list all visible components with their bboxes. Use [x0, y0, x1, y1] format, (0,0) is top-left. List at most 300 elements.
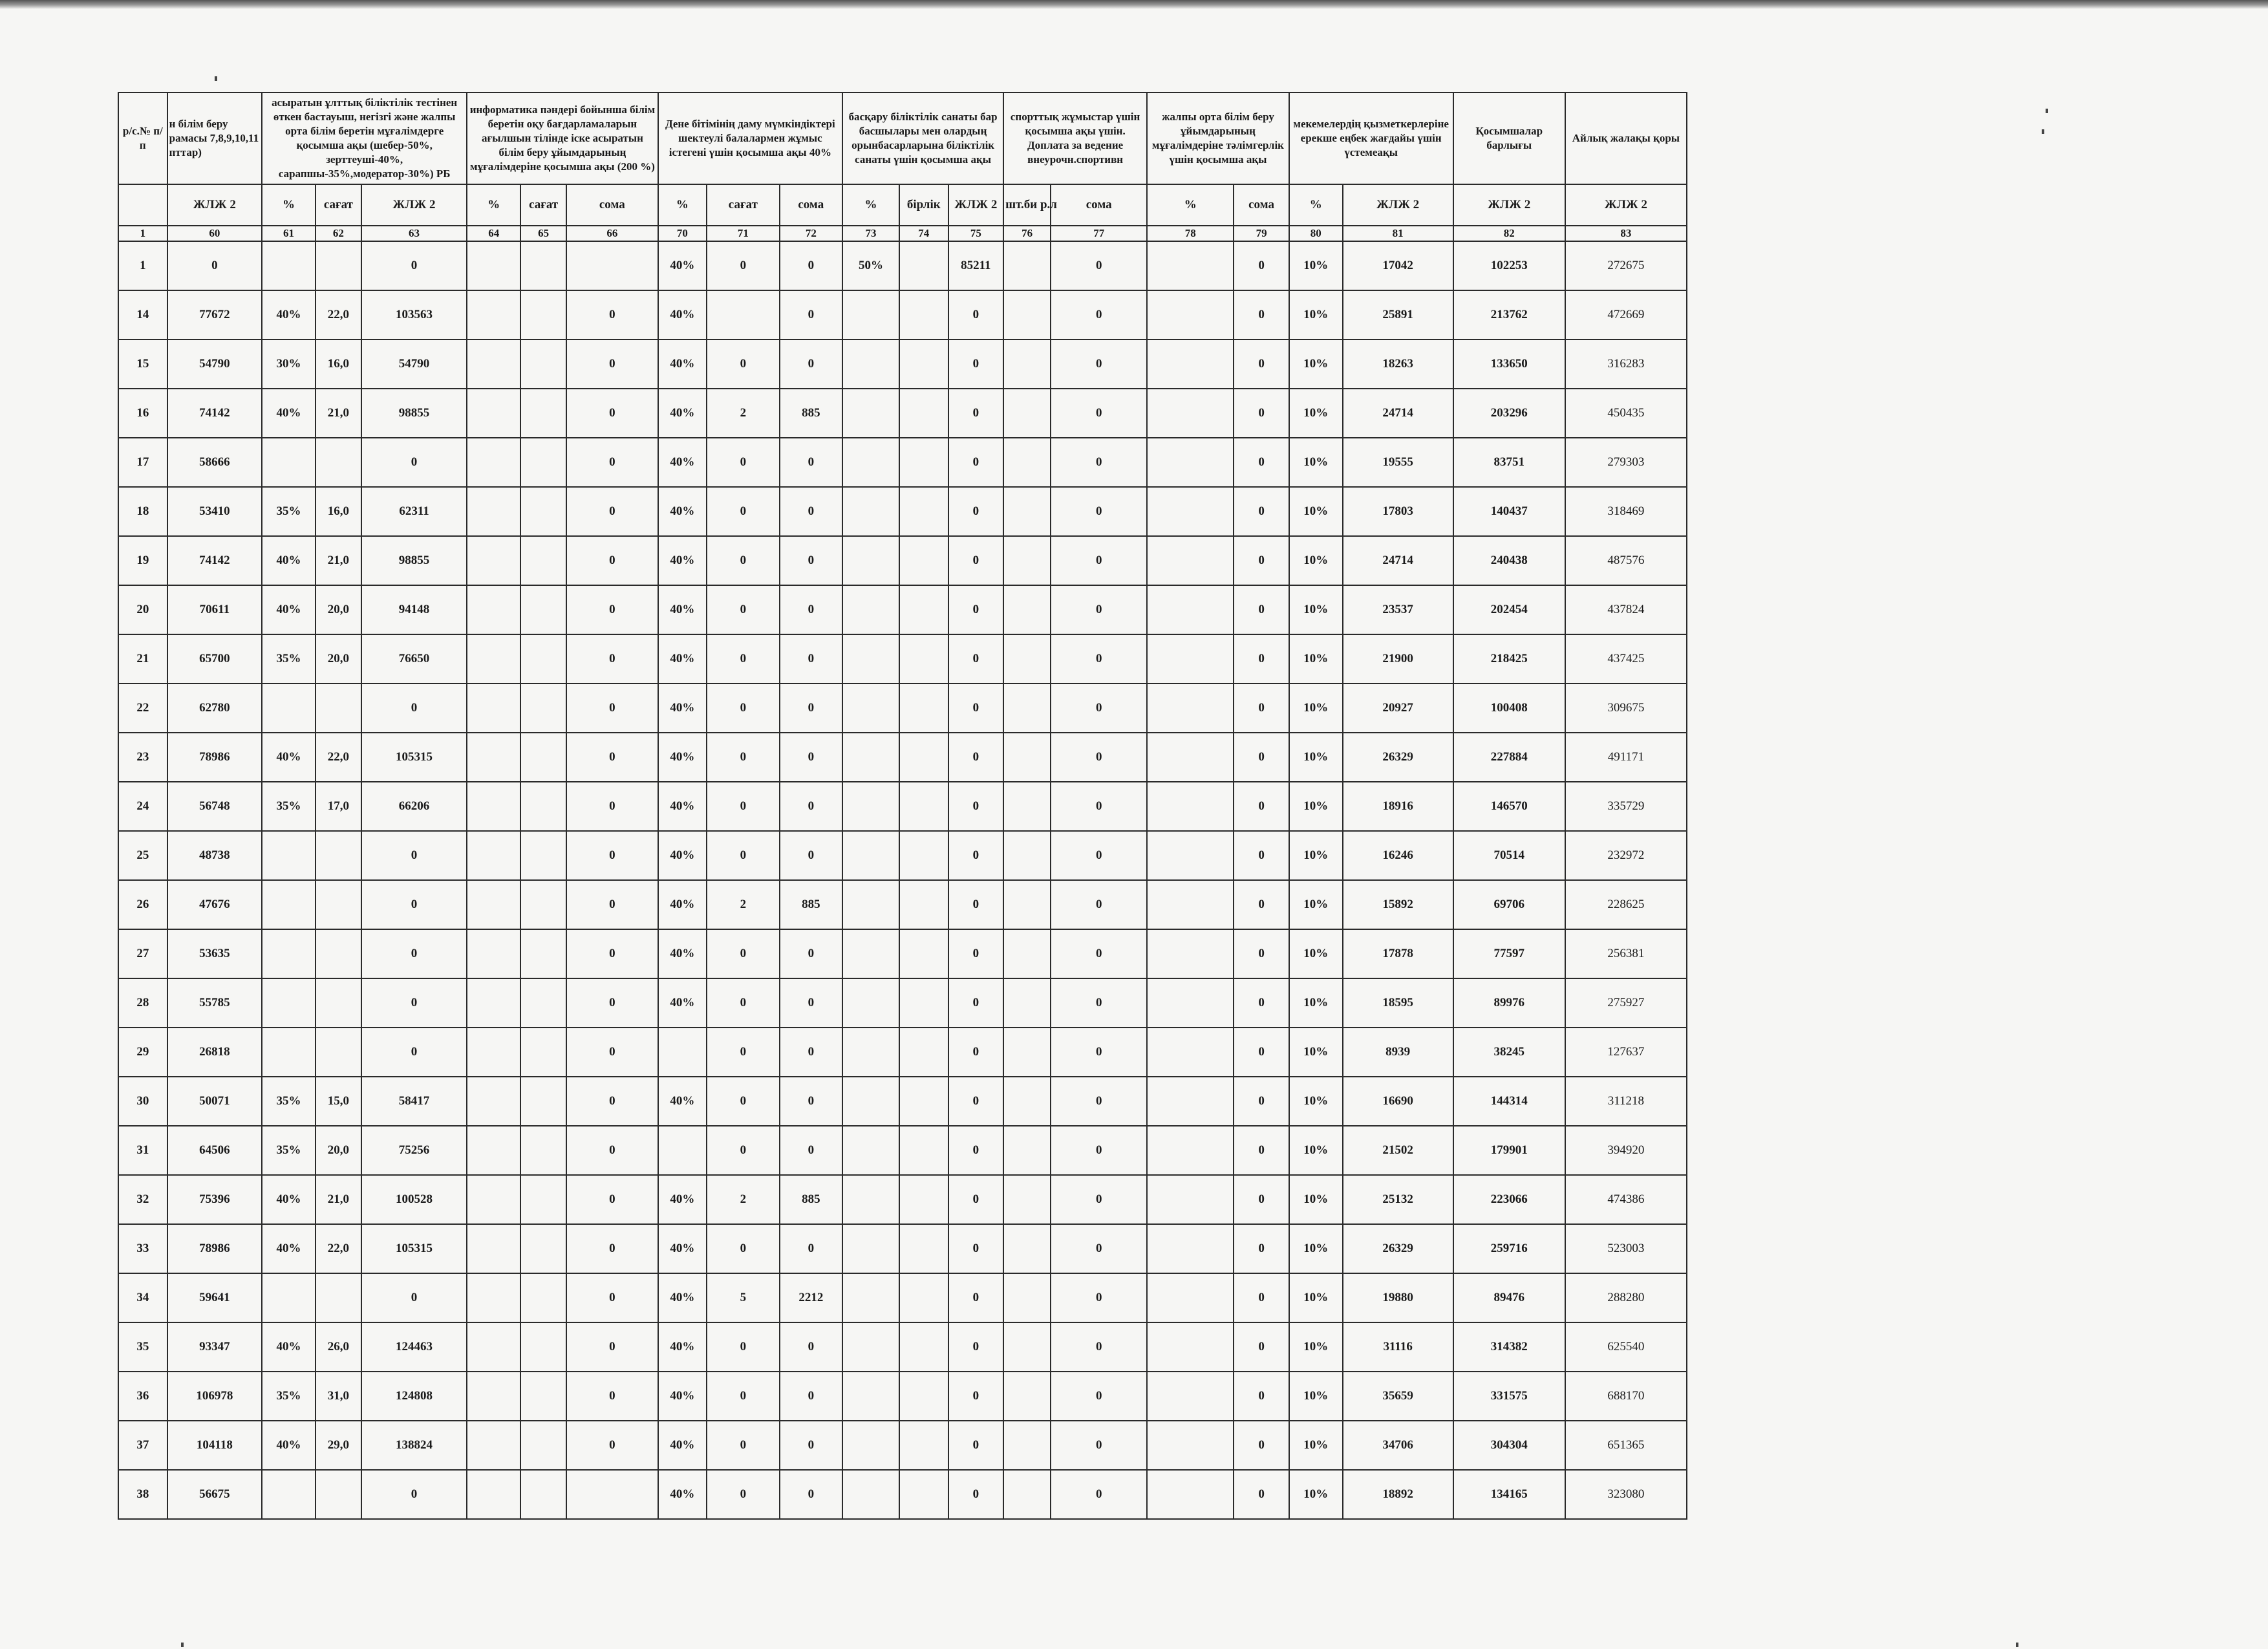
table-cell: 38: [118, 1470, 167, 1519]
table-cell: 0: [707, 929, 779, 978]
table-cell: [899, 536, 948, 585]
table-cell: 0: [780, 634, 843, 684]
table-cell: 0: [361, 438, 467, 487]
table-cell: [467, 880, 520, 929]
table-cell: 0: [707, 1077, 779, 1126]
table-cell: 0: [948, 1322, 1003, 1372]
table-cell: 10%: [1289, 585, 1343, 634]
table-cell: 35%: [262, 1372, 316, 1421]
table-cell: 10%: [1289, 1470, 1343, 1519]
table-cell: 491171: [1565, 733, 1687, 782]
table-cell: 0: [948, 880, 1003, 929]
table-cell: 0: [707, 438, 779, 487]
table-cell: 22,0: [316, 733, 361, 782]
table-cell: [467, 1322, 520, 1372]
table-cell: [467, 1372, 520, 1421]
table-cell: 0: [1234, 339, 1289, 389]
table-cell: 26329: [1343, 733, 1453, 782]
table-cell: 0: [707, 1372, 779, 1421]
table-cell: 309675: [1565, 684, 1687, 733]
table-cell: [842, 1028, 899, 1077]
table-cell: [1003, 1077, 1051, 1126]
column-number-cell: 74: [899, 226, 948, 241]
table-cell: 0: [948, 733, 1003, 782]
table-cell: 10%: [1289, 1028, 1343, 1077]
column-number-cell: 82: [1453, 226, 1565, 241]
table-cell: [1147, 1273, 1234, 1322]
table-cell: 625540: [1565, 1322, 1687, 1372]
table-cell: 318469: [1565, 487, 1687, 536]
scan-mark: [2016, 1643, 2018, 1647]
table-cell: [1147, 438, 1234, 487]
table-cell: 0: [707, 1322, 779, 1372]
table-cell: [899, 1372, 948, 1421]
table-cell: [520, 831, 566, 880]
unit-cell: сома: [780, 184, 843, 226]
table-cell: 27: [118, 929, 167, 978]
table-cell: 0: [361, 1273, 467, 1322]
table-cell: 0: [948, 290, 1003, 339]
table-cell: 0: [1051, 487, 1147, 536]
table-cell: 179901: [1453, 1126, 1565, 1175]
table-row: [118, 831, 1687, 880]
table-cell: 20927: [1343, 684, 1453, 733]
table-cell: [658, 1028, 707, 1077]
table-cell: [899, 929, 948, 978]
table-cell: 5: [707, 1273, 779, 1322]
table-cell: [467, 585, 520, 634]
table-cell: [467, 1421, 520, 1470]
column-number-cell: 62: [316, 226, 361, 241]
column-number-cell: 63: [361, 226, 467, 241]
table-cell: 0: [1051, 1224, 1147, 1273]
table-row: [118, 880, 1687, 929]
table-cell: [899, 1421, 948, 1470]
table-cell: 103563: [361, 290, 467, 339]
table-cell: 10%: [1289, 782, 1343, 831]
table-cell: [842, 1224, 899, 1273]
table-cell: 8939: [1343, 1028, 1453, 1077]
table-cell: 2212: [780, 1273, 843, 1322]
table-cell: 228625: [1565, 880, 1687, 929]
table-cell: 0: [1051, 1126, 1147, 1175]
table-cell: 0: [780, 241, 843, 290]
column-number-cell: 75: [948, 226, 1003, 241]
table-cell: 89976: [1453, 978, 1565, 1028]
table-cell: 74142: [167, 389, 262, 438]
table-cell: 66206: [361, 782, 467, 831]
table-cell: [467, 536, 520, 585]
table-cell: 0: [566, 1175, 658, 1224]
table-cell: [1003, 241, 1051, 290]
table-row: [118, 438, 1687, 487]
table-cell: [520, 634, 566, 684]
table-cell: 40%: [658, 1224, 707, 1273]
table-cell: 83751: [1453, 438, 1565, 487]
table-cell: 16,0: [316, 487, 361, 536]
table-cell: [1003, 1421, 1051, 1470]
table-cell: 323080: [1565, 1470, 1687, 1519]
table-cell: [1003, 339, 1051, 389]
table-cell: 26,0: [316, 1322, 361, 1372]
unit-cell: сома: [566, 184, 658, 226]
unit-cell: шт.би р.л: [1003, 184, 1051, 226]
table-cell: 16: [118, 389, 167, 438]
table-cell: 70611: [167, 585, 262, 634]
table-cell: [467, 831, 520, 880]
table-cell: [262, 1273, 316, 1322]
table-cell: 0: [948, 1470, 1003, 1519]
table-cell: 85211: [948, 241, 1003, 290]
table-cell: [467, 438, 520, 487]
table-cell: [1003, 438, 1051, 487]
table-row: [118, 1224, 1687, 1273]
table-cell: 50%: [842, 241, 899, 290]
table-cell: 0: [707, 684, 779, 733]
table-cell: 18263: [1343, 339, 1453, 389]
table-cell: [1147, 1175, 1234, 1224]
table-cell: [520, 978, 566, 1028]
table-cell: 17878: [1343, 929, 1453, 978]
table-row: [118, 929, 1687, 978]
table-cell: [842, 290, 899, 339]
table-cell: 331575: [1453, 1372, 1565, 1421]
table-cell: 450435: [1565, 389, 1687, 438]
column-number-cell: 61: [262, 226, 316, 241]
table-cell: 40%: [658, 290, 707, 339]
table-cell: 16690: [1343, 1077, 1453, 1126]
table-row: [118, 634, 1687, 684]
column-numbers-row: [118, 226, 1687, 241]
table-cell: 0: [780, 1372, 843, 1421]
table-cell: [842, 782, 899, 831]
table-row: [118, 339, 1687, 389]
table-cell: 40%: [658, 634, 707, 684]
table-cell: 10%: [1289, 831, 1343, 880]
table-cell: [899, 389, 948, 438]
table-cell: [1147, 1126, 1234, 1175]
table-cell: 53635: [167, 929, 262, 978]
table-cell: 0: [566, 1273, 658, 1322]
table-cell: 40%: [658, 389, 707, 438]
table-cell: 40%: [262, 733, 316, 782]
table-cell: [842, 1372, 899, 1421]
table-cell: 256381: [1565, 929, 1687, 978]
table-cell: 227884: [1453, 733, 1565, 782]
table-cell: [467, 684, 520, 733]
table-cell: 0: [566, 339, 658, 389]
table-cell: 523003: [1565, 1224, 1687, 1273]
table-cell: 0: [707, 1421, 779, 1470]
table-cell: 22,0: [316, 290, 361, 339]
table-cell: [316, 241, 361, 290]
table-cell: 0: [1234, 585, 1289, 634]
table-cell: 40%: [658, 339, 707, 389]
table-cell: 0: [1051, 831, 1147, 880]
table-cell: 17803: [1343, 487, 1453, 536]
table-cell: 19555: [1343, 438, 1453, 487]
table-cell: 232972: [1565, 831, 1687, 880]
table-cell: [899, 733, 948, 782]
table-cell: 0: [948, 1273, 1003, 1322]
table-cell: 885: [780, 880, 843, 929]
table-cell: 10%: [1289, 634, 1343, 684]
table-cell: 77597: [1453, 929, 1565, 978]
table-cell: 0: [361, 978, 467, 1028]
table-cell: 21: [118, 634, 167, 684]
table-cell: 40%: [658, 1077, 707, 1126]
table-cell: 688170: [1565, 1372, 1687, 1421]
table-cell: 0: [566, 929, 658, 978]
unit-cell: сома: [1051, 184, 1147, 226]
table-cell: 0: [566, 585, 658, 634]
table-cell: [262, 831, 316, 880]
table-cell: 0: [1234, 290, 1289, 339]
table-cell: 0: [1051, 536, 1147, 585]
table-cell: 0: [566, 290, 658, 339]
table-cell: 213762: [1453, 290, 1565, 339]
table-cell: 0: [707, 339, 779, 389]
table-cell: [467, 1224, 520, 1273]
table-cell: 10%: [1289, 1175, 1343, 1224]
table-cell: 0: [1051, 290, 1147, 339]
table-cell: 0: [1051, 585, 1147, 634]
table-cell: 127637: [1565, 1028, 1687, 1077]
table-cell: 316283: [1565, 339, 1687, 389]
table-cell: 18916: [1343, 782, 1453, 831]
unit-cell: сағат: [316, 184, 361, 226]
table-cell: 54790: [361, 339, 467, 389]
table-cell: 0: [566, 438, 658, 487]
table-cell: [262, 978, 316, 1028]
table-cell: 40%: [658, 1421, 707, 1470]
table-cell: 0: [1051, 880, 1147, 929]
table-cell: 53410: [167, 487, 262, 536]
unit-cell: ЖЛЖ 2: [1343, 184, 1453, 226]
table-cell: 34706: [1343, 1421, 1453, 1470]
table-cell: [842, 1470, 899, 1519]
table-cell: 0: [1234, 1028, 1289, 1077]
table-cell: [1147, 831, 1234, 880]
table-row: [118, 487, 1687, 536]
table-cell: 0: [1051, 389, 1147, 438]
table-cell: [1147, 733, 1234, 782]
table-row: [118, 585, 1687, 634]
table-cell: 35%: [262, 1126, 316, 1175]
header-cell-sports: спорттық жұмыстар үшін қосымша ақы үшін. Доплата за ведение внеурочн.спортивн: [1003, 92, 1147, 184]
table-cell: 40%: [658, 880, 707, 929]
table-cell: [1003, 634, 1051, 684]
table-cell: [1003, 1470, 1051, 1519]
table-cell: 17: [118, 438, 167, 487]
table-row: [118, 1077, 1687, 1126]
table-cell: 30%: [262, 339, 316, 389]
table-cell: 19: [118, 536, 167, 585]
table-cell: 20,0: [316, 1126, 361, 1175]
table-cell: 0: [1051, 634, 1147, 684]
table-cell: 0: [1051, 929, 1147, 978]
table-cell: [899, 782, 948, 831]
table-cell: 36: [118, 1372, 167, 1421]
table-cell: [899, 487, 948, 536]
table-cell: 10%: [1289, 978, 1343, 1028]
table-cell: [1003, 782, 1051, 831]
table-cell: 0: [780, 733, 843, 782]
table-cell: [467, 487, 520, 536]
table-cell: 100528: [361, 1175, 467, 1224]
table-cell: 23537: [1343, 585, 1453, 634]
table-cell: 58417: [361, 1077, 467, 1126]
table-cell: 35%: [262, 634, 316, 684]
table-cell: [842, 1322, 899, 1372]
table-cell: 0: [1051, 241, 1147, 290]
table-cell: [899, 634, 948, 684]
table-cell: 58666: [167, 438, 262, 487]
scan-mark: [2046, 109, 2048, 113]
table-cell: [899, 1175, 948, 1224]
table-cell: 0: [1051, 1372, 1147, 1421]
header-cell-management: басқару біліктілік санаты бар басшылары мен олардың орынбасарларына біліктілік санаты үшін қосымша ақы: [842, 92, 1003, 184]
table-cell: 0: [948, 438, 1003, 487]
table-cell: 47676: [167, 880, 262, 929]
table-cell: 1: [118, 241, 167, 290]
table-cell: 202454: [1453, 585, 1565, 634]
table-cell: 0: [1234, 978, 1289, 1028]
table-row: [118, 1273, 1687, 1322]
table-cell: 50071: [167, 1077, 262, 1126]
table-cell: 0: [707, 978, 779, 1028]
table-cell: [899, 1470, 948, 1519]
table-cell: 0: [707, 536, 779, 585]
table-cell: 22: [118, 684, 167, 733]
table-cell: [316, 1273, 361, 1322]
table-cell: [1147, 389, 1234, 438]
table-cell: 21,0: [316, 536, 361, 585]
table-cell: [1147, 1224, 1234, 1273]
table-cell: 2: [707, 389, 779, 438]
table-cell: 70514: [1453, 831, 1565, 880]
table-cell: 0: [1051, 1273, 1147, 1322]
table-cell: [520, 880, 566, 929]
table-cell: 16246: [1343, 831, 1453, 880]
table-cell: 40%: [658, 536, 707, 585]
table-cell: 140437: [1453, 487, 1565, 536]
table-cell: [899, 1126, 948, 1175]
table-cell: 0: [361, 929, 467, 978]
table-cell: [1147, 290, 1234, 339]
table-cell: 0: [1234, 634, 1289, 684]
column-number-cell: 72: [780, 226, 843, 241]
table-cell: 0: [948, 782, 1003, 831]
table-cell: 24714: [1343, 389, 1453, 438]
table-cell: [842, 438, 899, 487]
table-cell: [899, 1224, 948, 1273]
table-cell: 0: [1234, 880, 1289, 929]
table-cell: 0: [780, 978, 843, 1028]
column-number-cell: 60: [167, 226, 262, 241]
table-cell: [1147, 929, 1234, 978]
table-cell: 40%: [658, 487, 707, 536]
table-cell: 311218: [1565, 1077, 1687, 1126]
table-cell: 0: [1051, 438, 1147, 487]
table-cell: 31: [118, 1126, 167, 1175]
table-cell: 0: [1234, 1077, 1289, 1126]
table-cell: 0: [1051, 1175, 1147, 1224]
table-cell: [1147, 487, 1234, 536]
column-number-cell: 81: [1343, 226, 1453, 241]
table-cell: [520, 1224, 566, 1273]
table-cell: 437824: [1565, 585, 1687, 634]
unit-cell: %: [842, 184, 899, 226]
table-cell: 15: [118, 339, 167, 389]
unit-cell: ЖЛЖ 2: [1453, 184, 1565, 226]
table-cell: 35%: [262, 1077, 316, 1126]
table-cell: 0: [566, 536, 658, 585]
table-cell: 40%: [658, 1372, 707, 1421]
table-cell: [842, 585, 899, 634]
table-cell: 0: [1051, 339, 1147, 389]
table-cell: 0: [707, 733, 779, 782]
table-cell: 240438: [1453, 536, 1565, 585]
table-cell: [467, 634, 520, 684]
table-row: [118, 1421, 1687, 1470]
table-cell: [1147, 1077, 1234, 1126]
table-cell: 0: [566, 487, 658, 536]
table-cell: [1147, 684, 1234, 733]
table-cell: [520, 339, 566, 389]
table-cell: 335729: [1565, 782, 1687, 831]
table-cell: 35%: [262, 782, 316, 831]
table-cell: 10%: [1289, 1372, 1343, 1421]
table-cell: 40%: [262, 1322, 316, 1372]
table-cell: [262, 1470, 316, 1519]
table-cell: [467, 1077, 520, 1126]
table-cell: 78986: [167, 1224, 262, 1273]
table-cell: [520, 1470, 566, 1519]
table-cell: 16,0: [316, 339, 361, 389]
column-number-cell: 64: [467, 226, 520, 241]
table-cell: [842, 1077, 899, 1126]
table-cell: 10%: [1289, 1421, 1343, 1470]
table-cell: 0: [566, 1028, 658, 1077]
table-cell: 55785: [167, 978, 262, 1028]
table-cell: 94148: [361, 585, 467, 634]
table-cell: [520, 1421, 566, 1470]
table-cell: 35: [118, 1322, 167, 1372]
table-cell: [520, 487, 566, 536]
table-cell: [1147, 782, 1234, 831]
table-cell: [520, 733, 566, 782]
table-cell: 0: [1051, 1028, 1147, 1077]
table-cell: 0: [566, 1372, 658, 1421]
table-cell: 279303: [1565, 438, 1687, 487]
table-cell: [1003, 929, 1051, 978]
table-cell: 0: [566, 1077, 658, 1126]
table-cell: 102253: [1453, 241, 1565, 290]
table-cell: 69706: [1453, 880, 1565, 929]
header-cell-working-conditions: мекемелердің қызметкерлеріне ерекше еңбек жағдайы үшін үстемеақы: [1289, 92, 1453, 184]
table-cell: [899, 831, 948, 880]
table-cell: 0: [948, 1372, 1003, 1421]
table-cell: 144314: [1453, 1077, 1565, 1126]
table-cell: 78986: [167, 733, 262, 782]
table-cell: 0: [1234, 929, 1289, 978]
table-cell: [262, 438, 316, 487]
table-cell: 0: [1234, 1126, 1289, 1175]
table-cell: [520, 389, 566, 438]
table-cell: 40%: [262, 1421, 316, 1470]
table-cell: [262, 241, 316, 290]
